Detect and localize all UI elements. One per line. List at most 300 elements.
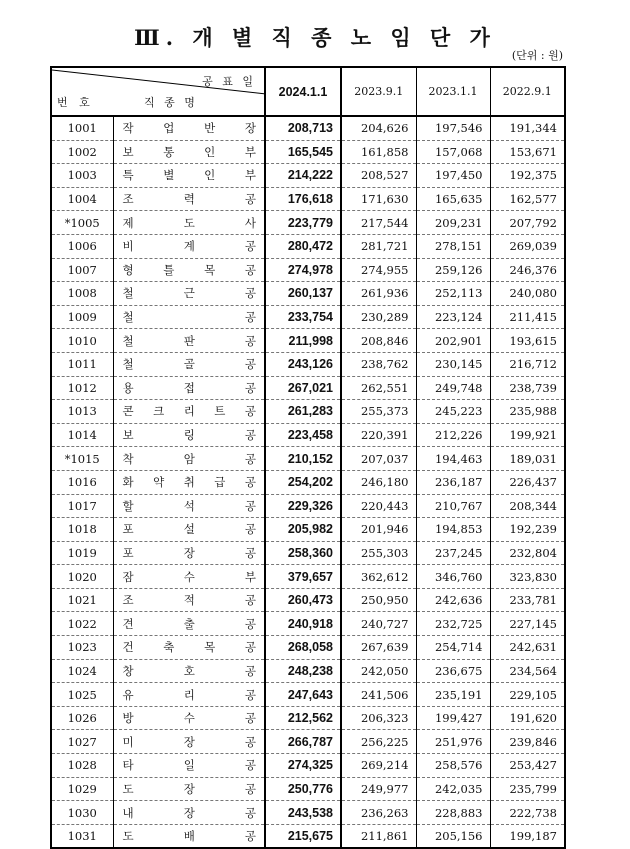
- job-name-char: 출: [183, 616, 195, 631]
- row-value: 216,712: [490, 352, 565, 376]
- row-value: 261,936: [341, 282, 416, 306]
- row-job-name: [113, 470, 265, 494]
- row-code: 1002: [51, 140, 113, 164]
- job-name-char: 철: [122, 286, 134, 301]
- row-code: 1022: [51, 612, 113, 636]
- row-job-name: [113, 187, 265, 211]
- row-value: 255,303: [341, 541, 416, 565]
- row-value-current: 258,360: [265, 541, 341, 565]
- row-value: 238,739: [490, 376, 565, 400]
- row-value: 250,950: [341, 588, 416, 612]
- job-name-char: 방: [122, 711, 134, 726]
- job-name-char: 급: [214, 475, 226, 490]
- job-name-spread: [114, 710, 265, 726]
- row-value-current: 208,713: [265, 116, 341, 140]
- row-code: 1006: [51, 234, 113, 258]
- job-name-char: 계: [183, 239, 195, 254]
- job-name-char: 인: [204, 144, 216, 159]
- job-name-char: 축: [163, 640, 175, 655]
- row-value: 153,671: [490, 140, 565, 164]
- row-value-current: 254,202: [265, 470, 341, 494]
- row-value: 165,635: [416, 187, 490, 211]
- row-value: 157,068: [416, 140, 490, 164]
- job-name-char: 링: [183, 428, 195, 443]
- job-name-char: 리: [183, 404, 195, 419]
- row-job-name: [113, 824, 265, 848]
- row-job-name: [113, 423, 265, 447]
- row-value: 202,901: [416, 329, 490, 353]
- table-body: [51, 116, 565, 848]
- row-job-name: [113, 541, 265, 565]
- row-code: 1004: [51, 187, 113, 211]
- row-code: 1019: [51, 541, 113, 565]
- job-name-char: 공: [244, 475, 256, 490]
- row-code: 1030: [51, 801, 113, 825]
- row-value: 236,675: [416, 659, 490, 683]
- row-job-name: [113, 258, 265, 282]
- row-job-name: [113, 234, 265, 258]
- row-value: 281,721: [341, 234, 416, 258]
- row-code: 1008: [51, 282, 113, 306]
- row-value-current: 223,458: [265, 423, 341, 447]
- row-value: 228,883: [416, 801, 490, 825]
- row-value: 346,760: [416, 565, 490, 589]
- job-name-char: 포: [122, 522, 134, 537]
- job-name-char: 공: [244, 758, 256, 773]
- job-name-char: 장: [244, 121, 256, 136]
- job-name-char: 공: [244, 428, 256, 443]
- job-name-char: 철: [122, 310, 134, 325]
- row-value: 246,180: [341, 470, 416, 494]
- job-name-spread: [114, 403, 265, 419]
- row-value: 217,544: [341, 211, 416, 235]
- row-value: 189,031: [490, 447, 565, 471]
- row-value: 274,955: [341, 258, 416, 282]
- row-job-name: [113, 329, 265, 353]
- row-value-current: 176,618: [265, 187, 341, 211]
- row-value: 204,626: [341, 116, 416, 140]
- job-name-char: 근: [183, 286, 195, 301]
- table-row: [51, 824, 565, 848]
- row-value-current: 214,222: [265, 164, 341, 188]
- row-value: 245,223: [416, 400, 490, 424]
- row-code: 1025: [51, 683, 113, 707]
- row-code: 1028: [51, 754, 113, 778]
- row-job-name: [113, 730, 265, 754]
- job-name-char: 공: [244, 663, 256, 678]
- job-name-char: 공: [244, 711, 256, 726]
- job-name-char: 업: [163, 121, 175, 136]
- table-header-row: [51, 67, 565, 116]
- job-name-spread: [114, 521, 265, 537]
- row-value-current: 274,978: [265, 258, 341, 282]
- header-date: 2022.9.1: [490, 67, 565, 116]
- job-name-spread: [114, 734, 265, 750]
- row-code: 1011: [51, 352, 113, 376]
- job-name-spread: [114, 191, 265, 207]
- row-code: 1024: [51, 659, 113, 683]
- row-value: 199,427: [416, 706, 490, 730]
- job-name-spread: [114, 569, 265, 585]
- job-name-char: 조: [122, 192, 134, 207]
- job-name-spread: [114, 639, 265, 655]
- row-code: 1007: [51, 258, 113, 282]
- row-value: 192,375: [490, 164, 565, 188]
- row-value: 252,113: [416, 282, 490, 306]
- row-value: 223,124: [416, 305, 490, 329]
- row-value: 236,187: [416, 470, 490, 494]
- header-date: 2023.1.1: [416, 67, 490, 116]
- job-name-char: 철: [122, 333, 134, 348]
- job-name-spread: [114, 616, 265, 632]
- table-row: [51, 187, 565, 211]
- row-value: 220,443: [341, 494, 416, 518]
- table-row: [51, 730, 565, 754]
- job-name-char: 공: [244, 333, 256, 348]
- row-job-name: [113, 801, 265, 825]
- row-value-current: 261,283: [265, 400, 341, 424]
- job-name-char: 목: [204, 262, 216, 277]
- row-job-name: [113, 376, 265, 400]
- row-job-name: [113, 636, 265, 660]
- job-name-char: 보: [122, 144, 134, 159]
- row-value: 193,615: [490, 329, 565, 353]
- job-name-char: 제: [122, 215, 134, 230]
- row-value: 323,830: [490, 565, 565, 589]
- header-gongpyo-label: 공 표 일: [202, 75, 256, 88]
- row-code: 1001: [51, 116, 113, 140]
- job-name-char: 공: [244, 498, 256, 513]
- job-name-char: 건: [122, 640, 134, 655]
- job-name-char: 수: [183, 711, 195, 726]
- row-value: 194,853: [416, 518, 490, 542]
- row-value: 209,231: [416, 211, 490, 235]
- row-value: 211,415: [490, 305, 565, 329]
- row-value: 240,080: [490, 282, 565, 306]
- row-value: 197,546: [416, 116, 490, 140]
- job-name-char: 약: [153, 475, 165, 490]
- job-name-spread: [114, 474, 265, 490]
- row-value: 362,612: [341, 565, 416, 589]
- row-value: 222,738: [490, 801, 565, 825]
- row-value: 211,861: [341, 824, 416, 848]
- row-job-name: [113, 588, 265, 612]
- job-name-char: 공: [244, 451, 256, 466]
- table-row: [51, 376, 565, 400]
- job-name-char: 잠: [122, 569, 134, 584]
- job-name-char: 특: [122, 168, 134, 183]
- row-code: 1012: [51, 376, 113, 400]
- job-name-char: 공: [244, 262, 256, 277]
- header-name-label: 직 종 명: [144, 96, 198, 109]
- row-value: 240,727: [341, 612, 416, 636]
- row-code: 1014: [51, 423, 113, 447]
- table-row: [51, 423, 565, 447]
- row-value: 208,527: [341, 164, 416, 188]
- job-name-char: 형: [122, 262, 134, 277]
- table-row: [51, 329, 565, 353]
- page-title: Ⅲ. 개 별 직 종 노 임 단 가: [134, 25, 496, 50]
- table-row: [51, 754, 565, 778]
- job-name-char: 호: [183, 663, 195, 678]
- header-date-current: 2024.1.1: [265, 67, 341, 116]
- job-name-char: 설: [183, 522, 195, 537]
- row-value-current: 260,473: [265, 588, 341, 612]
- row-value: 220,391: [341, 423, 416, 447]
- job-name-char: 공: [244, 829, 256, 844]
- row-value: 161,858: [341, 140, 416, 164]
- row-value-current: 240,918: [265, 612, 341, 636]
- row-job-name: [113, 754, 265, 778]
- row-value-current: 165,545: [265, 140, 341, 164]
- row-value: 205,156: [416, 824, 490, 848]
- job-name-char: 창: [122, 663, 134, 678]
- job-name-spread: [114, 828, 265, 844]
- job-name-spread: [114, 309, 265, 325]
- diagonal-header-cell: [51, 67, 265, 116]
- table-row: [51, 258, 565, 282]
- row-value-current: 248,238: [265, 659, 341, 683]
- row-value: 237,245: [416, 541, 490, 565]
- row-value: 230,289: [341, 305, 416, 329]
- table-row: [51, 706, 565, 730]
- row-job-name: [113, 211, 265, 235]
- row-value: 208,846: [341, 329, 416, 353]
- job-name-char: 용: [122, 380, 134, 395]
- header-code-label: 번 호: [57, 96, 94, 109]
- row-value: 201,946: [341, 518, 416, 542]
- row-value: 199,187: [509, 829, 557, 844]
- job-name-char: 크: [153, 404, 165, 419]
- row-value-current: 250,776: [265, 777, 341, 801]
- row-value-current: 229,326: [265, 494, 341, 518]
- row-value: 258,576: [416, 754, 490, 778]
- job-name-char: 반: [204, 121, 216, 136]
- table-row: [51, 565, 565, 589]
- row-value: 236,263: [341, 801, 416, 825]
- job-name-char: 장: [183, 545, 195, 560]
- row-job-name: [113, 305, 265, 329]
- table-row: [51, 518, 565, 542]
- row-value: 207,037: [341, 447, 416, 471]
- row-job-name: [113, 352, 265, 376]
- header-date: 2023.9.1: [341, 67, 416, 116]
- table-row: [51, 305, 565, 329]
- row-code: 1017: [51, 494, 113, 518]
- job-name-char: 착: [122, 451, 134, 466]
- row-value: 229,105: [490, 683, 565, 707]
- row-value-current: 274,325: [265, 754, 341, 778]
- job-name-spread: [114, 427, 265, 443]
- row-value: 227,145: [490, 612, 565, 636]
- row-job-name: [113, 659, 265, 683]
- job-name-spread: [114, 498, 265, 514]
- row-value: 249,977: [341, 777, 416, 801]
- table-row: [51, 612, 565, 636]
- row-job-name: [113, 777, 265, 801]
- row-value: 232,804: [490, 541, 565, 565]
- row-value: 246,376: [490, 258, 565, 282]
- row-job-name: [113, 706, 265, 730]
- row-value-current: 379,657: [265, 565, 341, 589]
- row-value: 233,781: [490, 588, 565, 612]
- job-name-char: 통: [163, 144, 175, 159]
- job-name-char: 포: [122, 545, 134, 560]
- row-value-current: 211,998: [265, 329, 341, 353]
- job-name-spread: [114, 167, 265, 183]
- row-value: 232,725: [416, 612, 490, 636]
- job-name-char: 골: [183, 357, 195, 372]
- job-name-char: 부: [244, 144, 256, 159]
- row-code: 1010: [51, 329, 113, 353]
- row-code: 1026: [51, 706, 113, 730]
- row-job-name: [113, 447, 265, 471]
- job-name-char: 취: [183, 475, 195, 490]
- row-value: 191,620: [490, 706, 565, 730]
- row-job-name: [113, 116, 265, 140]
- row-value: 256,225: [341, 730, 416, 754]
- row-value-current: 210,152: [265, 447, 341, 471]
- job-name-char: 공: [244, 734, 256, 749]
- job-name-spread: [114, 805, 265, 821]
- job-name-char: 내: [122, 805, 134, 820]
- job-name-char: 도: [122, 781, 134, 796]
- job-name-spread: [114, 285, 265, 301]
- job-name-char: 력: [183, 192, 195, 207]
- row-value: 210,767: [416, 494, 490, 518]
- job-name-char: 목: [204, 640, 216, 655]
- row-value: 242,035: [416, 777, 490, 801]
- row-value: 171,630: [341, 187, 416, 211]
- row-code: 1003: [51, 164, 113, 188]
- row-value: 235,799: [490, 777, 565, 801]
- row-value: 207,792: [490, 211, 565, 235]
- job-name-char: 인: [204, 168, 216, 183]
- row-value: 239,846: [490, 730, 565, 754]
- row-value: 241,506: [341, 683, 416, 707]
- row-value-current: 266,787: [265, 730, 341, 754]
- row-value-current: 268,058: [265, 636, 341, 660]
- row-value: 269,214: [341, 754, 416, 778]
- row-value: 199,921: [490, 423, 565, 447]
- job-name-spread: [114, 356, 265, 372]
- job-name-spread: [114, 451, 265, 467]
- table-row: [51, 211, 565, 235]
- table-row: [51, 636, 565, 660]
- job-name-spread: [114, 238, 265, 254]
- job-name-char: 화: [122, 475, 134, 490]
- row-code: 1020: [51, 565, 113, 589]
- row-job-name: [113, 612, 265, 636]
- unit-label: (단위 : 원): [511, 49, 563, 62]
- row-value: 235,988: [490, 400, 565, 424]
- row-value-current: 260,137: [265, 282, 341, 306]
- row-value-current: 280,472: [265, 234, 341, 258]
- row-code: 1023: [51, 636, 113, 660]
- job-name-char: 부: [244, 168, 256, 183]
- job-name-char: 공: [244, 404, 256, 419]
- row-value: 208,344: [490, 494, 565, 518]
- row-code: 1016: [51, 470, 113, 494]
- table-row: [51, 683, 565, 707]
- table-row: [51, 400, 565, 424]
- row-code: 1018: [51, 518, 113, 542]
- table-row: [51, 116, 565, 140]
- row-code: 1009: [51, 305, 113, 329]
- row-code: 1029: [51, 777, 113, 801]
- job-name-char: 별: [163, 168, 175, 183]
- job-name-char: 타: [122, 758, 134, 773]
- row-job-name: [113, 518, 265, 542]
- job-name-char: 미: [122, 734, 134, 749]
- row-value-current: 243,538: [265, 801, 341, 825]
- table-row: [51, 659, 565, 683]
- row-code: *1005: [51, 211, 113, 235]
- row-value-current: 215,675: [265, 824, 341, 848]
- job-name-char: 트: [214, 404, 226, 419]
- job-name-char: 공: [244, 522, 256, 537]
- job-name-spread: [114, 592, 265, 608]
- job-name-char: 장: [183, 805, 195, 820]
- row-value: 253,427: [490, 754, 565, 778]
- table-row: [51, 447, 565, 471]
- row-job-name: [113, 494, 265, 518]
- row-job-name: [113, 140, 265, 164]
- job-name-char: 유: [122, 687, 134, 702]
- row-value: 249,748: [416, 376, 490, 400]
- row-value-current: 205,982: [265, 518, 341, 542]
- row-value: 230,145: [416, 352, 490, 376]
- table-row: [51, 777, 565, 801]
- row-code: 1031: [51, 824, 113, 848]
- row-value-current: 233,754: [265, 305, 341, 329]
- table-row: [51, 541, 565, 565]
- row-value: 226,437: [490, 470, 565, 494]
- job-name-char: 접: [183, 380, 195, 395]
- job-name-spread: [114, 781, 265, 797]
- job-name-char: 공: [244, 616, 256, 631]
- table-row: [51, 140, 565, 164]
- row-code: *1015: [51, 447, 113, 471]
- row-job-name: [113, 683, 265, 707]
- job-name-char: 작: [122, 121, 134, 136]
- job-name-spread: [114, 262, 265, 278]
- table-row: [51, 801, 565, 825]
- job-name-char: 공: [244, 687, 256, 702]
- job-name-char: 철: [122, 357, 134, 372]
- job-name-spread: [114, 687, 265, 703]
- job-name-spread: [114, 144, 265, 160]
- job-name-char: 견: [122, 616, 134, 631]
- job-name-char: 할: [122, 498, 134, 513]
- row-job-name: [113, 565, 265, 589]
- table-row: [51, 164, 565, 188]
- job-name-char: 공: [244, 805, 256, 820]
- job-name-char: 공: [244, 357, 256, 372]
- job-name-char: 비: [122, 239, 134, 254]
- table-row: [51, 470, 565, 494]
- row-value-current: 212,562: [265, 706, 341, 730]
- job-name-char: 암: [183, 451, 195, 466]
- job-name-char: 판: [183, 333, 195, 348]
- table-row: [51, 588, 565, 612]
- job-name-char: 장: [183, 781, 195, 796]
- job-name-char: 콘: [122, 404, 134, 419]
- row-value: 242,631: [490, 636, 565, 660]
- job-name-char: 공: [244, 545, 256, 560]
- job-name-char: 적: [183, 593, 195, 608]
- row-value: 235,191: [416, 683, 490, 707]
